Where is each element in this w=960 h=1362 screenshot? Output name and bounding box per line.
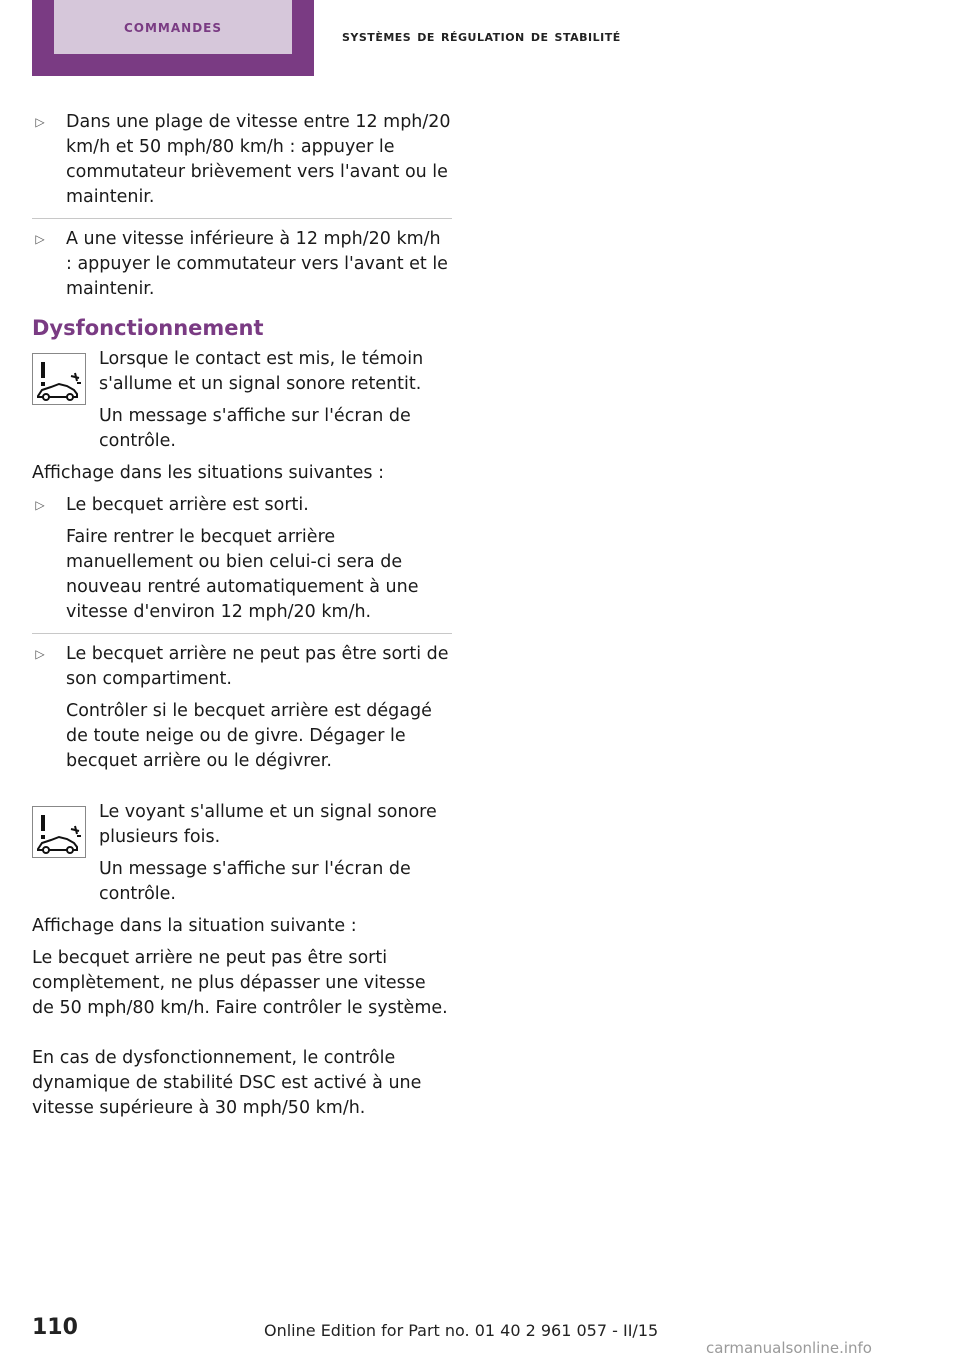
- main-content: [32, 110, 452, 1128]
- chapter-title: systèmes de régulation de stabilité: [342, 26, 621, 45]
- watermark: carmanualsonline.info: [706, 1339, 872, 1357]
- section-tab: [32, 0, 314, 76]
- warning-text-2: Un message s'affiche sur l'écran de contrôle.: [99, 859, 411, 904]
- warning-text-1: Le voyant s'allume et un signal sonore plusieurs fois.: [99, 802, 437, 847]
- warning-block: [32, 347, 452, 454]
- divider: [32, 633, 452, 634]
- page-number: 110: [32, 1315, 78, 1340]
- section-label: commandes: [123, 17, 223, 37]
- section-tab-inner: [54, 0, 292, 54]
- divider: [32, 218, 452, 219]
- triangle-bullet-icon: ▷: [35, 115, 45, 129]
- list-item: [32, 493, 452, 625]
- footer-edition: Online Edition for Part no. 01 40 2 961 057 - II/15: [264, 1321, 659, 1340]
- warning-block: [32, 800, 452, 907]
- spacer: [32, 782, 452, 800]
- bullet-text: A une vitesse inférieure à 12 mph/20 km/h : appuyer le commutateur vers l'avant et le maintenir.: [66, 229, 448, 299]
- situation-title: Le becquet arrière ne peut pas être sorti de son compartiment.: [66, 644, 449, 689]
- situations-intro: Affichage dans les situations suivantes :: [32, 463, 384, 483]
- situation-title: Le becquet arrière est sorti.: [66, 495, 309, 515]
- section-heading: Dysfonctionnement: [32, 316, 264, 340]
- triangle-bullet-icon: ▷: [35, 232, 45, 246]
- warning-text-1: Lorsque le contact est mis, le témoin s'allume et un signal sonore retentit.: [99, 349, 424, 394]
- situation2-intro: Affichage dans la situation suivante :: [32, 916, 357, 936]
- situation-detail: Contrôler si le becquet arrière est dégagé de toute neige ou de givre. Dégager le becquet arrière ou le dégivrer.: [66, 701, 432, 771]
- triangle-bullet-icon: ▷: [35, 647, 45, 661]
- warning-text-2: Un message s'affiche sur l'écran de contrôle.: [99, 406, 411, 451]
- situation2-text: Le becquet arrière ne peut pas être sorti complètement, ne plus dépasser une vitesse de 50 mph/80 km/h. Faire contrôler le système.: [32, 948, 448, 1018]
- spoiler-warning-icon: [32, 806, 86, 858]
- list-item: [32, 642, 452, 774]
- spoiler-warning-icon: [32, 353, 86, 405]
- list-item: [32, 227, 452, 302]
- list-item: [32, 110, 452, 210]
- dsc-text: En cas de dysfonctionnement, le contrôle dynamique de stabilité DSC est activé à une vitesse supérieure à 30 mph/50 km/h.: [32, 1048, 422, 1118]
- triangle-bullet-icon: ▷: [35, 498, 45, 512]
- bullet-text: Dans une plage de vitesse entre 12 mph/20 km/h et 50 mph/80 km/h : appuyer le commutateur brièvement vers l'avant ou le maintenir.: [66, 112, 451, 207]
- situation-detail: Faire rentrer le becquet arrière manuellement ou bien celui-ci sera de nouveau rentré automatiquement à une vitesse d'environ 12 mph/20 km/h.: [66, 527, 419, 622]
- spacer: [32, 1028, 452, 1046]
